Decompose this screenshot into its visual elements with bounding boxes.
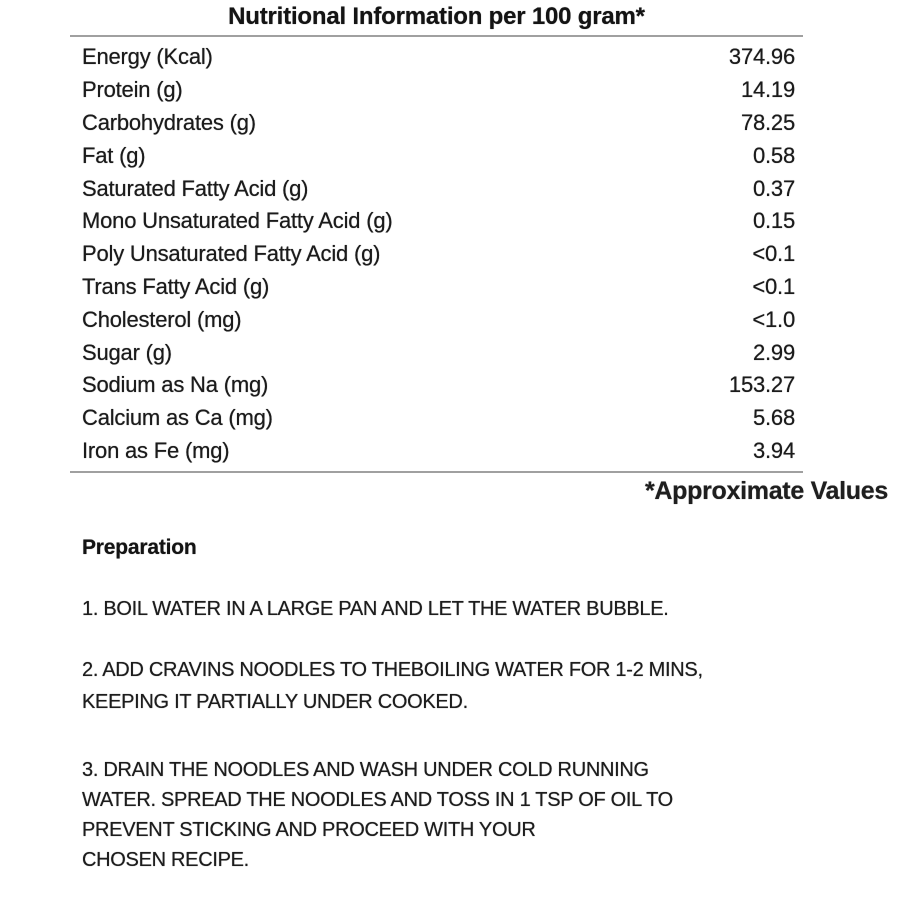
table-top-rule <box>70 35 803 37</box>
nutrition-table <box>82 41 795 467</box>
table-row <box>82 303 795 336</box>
approximate-values-footnote: *Approximate Values <box>644 477 888 505</box>
preparation-step-2 <box>82 654 703 718</box>
nutrient-value: 0.37 <box>752 175 795 201</box>
step-line: 3. DRAIN THE NOODLES AND WASH UNDER COLD RUNNING <box>82 759 649 781</box>
table-row <box>82 74 795 107</box>
table-row <box>82 402 795 435</box>
nutrient-label: Sugar (g) <box>82 339 172 365</box>
table-row <box>82 336 795 369</box>
nutrient-label: Mono Unsaturated Fatty Acid (g) <box>82 208 393 234</box>
nutrient-label: Saturated Fatty Acid (g) <box>82 175 309 201</box>
nutrient-label: Iron as Fe (mg) <box>82 437 230 463</box>
nutrient-label: Cholesterol (mg) <box>82 306 242 332</box>
nutrient-value: 153.27 <box>728 372 795 398</box>
nutrition-table-title: Nutritional Information per 100 gram* <box>228 3 645 30</box>
step-line: WATER. SPREAD THE NOODLES AND TOSS IN 1 TSP OF OIL TO <box>82 789 673 811</box>
table-row <box>82 271 795 304</box>
table-row <box>82 238 795 271</box>
nutrient-value: 78.25 <box>740 109 795 135</box>
nutrient-value: 5.68 <box>752 405 795 431</box>
nutrient-label: Protein (g) <box>82 77 183 103</box>
nutrient-value: <0.1 <box>752 241 795 267</box>
nutrient-value: 3.94 <box>752 437 795 463</box>
table-row <box>82 107 795 140</box>
table-row <box>82 369 795 402</box>
nutrient-value: 2.99 <box>752 339 795 365</box>
table-row <box>82 41 795 74</box>
table-row <box>82 139 795 172</box>
nutrient-value: <0.1 <box>752 273 795 299</box>
nutrient-label: Calcium as Ca (mg) <box>82 405 273 431</box>
step-line: PREVENT STICKING AND PROCEED WITH YOUR <box>82 819 536 841</box>
nutrient-label: Fat (g) <box>82 142 146 168</box>
step-line: 1. BOIL WATER IN A LARGE PAN AND LET THE WATER BUBBLE. <box>82 598 669 620</box>
nutrient-value: 0.58 <box>752 142 795 168</box>
nutrient-label: Energy (Kcal) <box>82 44 213 70</box>
step-line: 2. ADD CRAVINS NOODLES TO THEBOILING WATER FOR 1-2 MINS, <box>82 659 703 681</box>
table-row <box>82 435 795 468</box>
step-line: CHOSEN RECIPE. <box>82 849 249 871</box>
preparation-step-3 <box>82 755 673 875</box>
nutrient-value: 14.19 <box>740 77 795 103</box>
preparation-heading: Preparation <box>82 536 197 559</box>
table-row <box>82 172 795 205</box>
nutrient-label: Poly Unsaturated Fatty Acid (g) <box>82 241 381 267</box>
nutrient-label: Carbohydrates (g) <box>82 109 256 135</box>
preparation-step-1 <box>82 594 669 624</box>
nutrient-label: Sodium as Na (mg) <box>82 372 269 398</box>
nutrient-value: 0.15 <box>752 208 795 234</box>
table-bottom-rule <box>70 471 803 473</box>
nutrient-value: <1.0 <box>752 306 795 332</box>
nutrient-label: Trans Fatty Acid (g) <box>82 273 270 299</box>
step-line: KEEPING IT PARTIALLY UNDER COOKED. <box>82 691 468 713</box>
table-row <box>82 205 795 238</box>
nutrient-value: 374.96 <box>728 44 795 70</box>
